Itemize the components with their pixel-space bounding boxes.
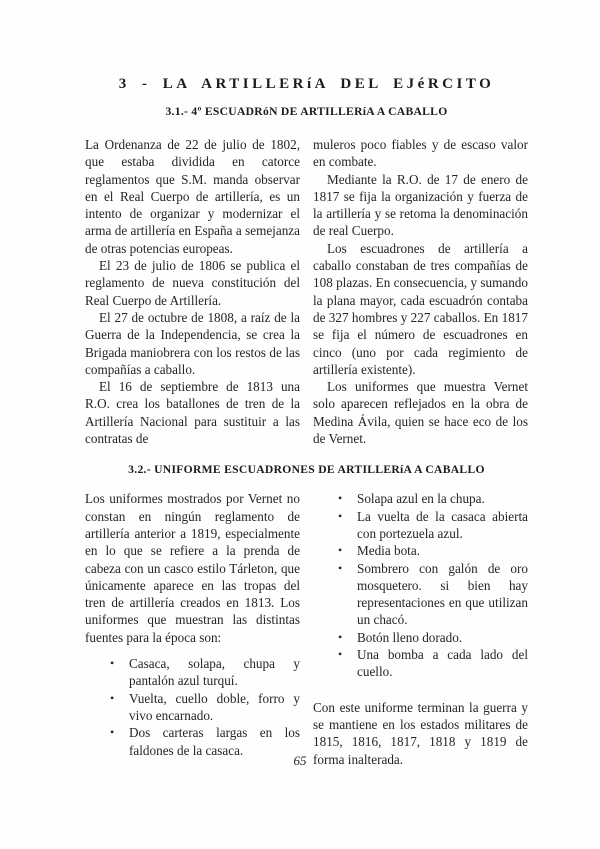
list-item-text: Botón lleno dorado. xyxy=(357,629,463,645)
section-3-2-body xyxy=(85,490,528,767)
uniform-features-list-left xyxy=(85,655,300,759)
section-3-1-heading: 3.1.- 4º ESCUADRóN DE ARTILLERíA A CABALLO xyxy=(165,105,448,118)
paragraph-batallones-1813: El 16 de septiembre de 1813 una R.O. crea los batallones de tren de la Artillería Nacional para sustituir a las contratas de xyxy=(85,379,300,447)
chapter-title: 3 - LA ARTILLERíA DEL EJéRCITO xyxy=(118,76,495,92)
paragraph-ro-1817: Mediante la R.O. de 17 de enero de 1817 se fija la organización y fuerza de la artillería y se retoma la denominación de real Cuerpo. xyxy=(313,171,528,239)
list-item xyxy=(338,490,528,507)
bullet-icon: • xyxy=(338,508,343,523)
paragraph-reglamento-1806: El 23 de julio de 1806 se publica el reglamento de nueva constitución del Real Cuerpo de Artillería. xyxy=(85,258,300,308)
paragraph-uniformes-intro: Los uniformes mostrados por Vernet no constan en ningún reglamento de artillería anterior a 1819, especialmente en lo que se refiere a la prenda de cabeza con un casco estilo Tárleton, que únicamente aparece en las tropas del tren de artillería creados en 1813. Los uniformes que muestran las distintas fuentes para la época son: xyxy=(85,491,300,645)
list-item xyxy=(338,629,528,646)
list-item xyxy=(110,655,300,690)
bullet-icon: • xyxy=(110,690,115,705)
list-item-text: Solapa azul en la chupa. xyxy=(357,491,485,507)
bullet-icon: • xyxy=(338,647,343,662)
list-item-text: Una bomba a cada lado del cuello. xyxy=(357,647,528,680)
paragraph-brigada-1808: El 27 de octubre de 1808, a raíz de la Guerra de la Independencia, se crea la Brigada maniobrera con los restos de las compañías a caballo. xyxy=(85,309,300,377)
bullet-icon: • xyxy=(338,560,343,575)
list-item-text: Vuelta, cuello doble, forro y vivo encarnado. xyxy=(129,690,300,723)
section-3-1-right-column xyxy=(313,136,528,447)
list-item xyxy=(338,646,528,681)
list-item xyxy=(338,508,528,543)
page-number: 65 xyxy=(293,753,307,768)
paragraph-muleros: muleros poco fiables y de escaso valor en combate. xyxy=(313,137,528,170)
bullet-icon: • xyxy=(110,656,115,671)
uniform-features-list-right xyxy=(313,490,528,680)
bullet-icon: • xyxy=(338,629,343,644)
section-3-2-heading: 3.2.- UNIFORME ESCUADRONES DE ARTILLERíA A CABALLO xyxy=(128,463,485,477)
list-item-text: Sombrero con galón de oro mosquetero. si bien hay representaciones en que utilizan un chacó. xyxy=(357,560,528,628)
bullet-icon: • xyxy=(338,491,343,506)
list-item-text: La vuelta de la casaca abierta con portezuela azul. xyxy=(357,508,528,541)
bullet-icon: • xyxy=(338,543,343,558)
list-item xyxy=(338,542,528,559)
paragraph-ordenanza-1802: La Ordenanza de 22 de julio de 1802, que estaba dividida en catorce reglamentos que S.M. manda observar en el Real Cuerpo de artillería, es un intento de organizar y modernizar el arma de artillería en España a semejanza de otras potencias europeas. xyxy=(85,137,300,256)
paragraph-closing: Con este uniforme terminan la guerra y se mantiene en los estados militares de 1815, 1816, 1817, 1818 y 1819 de forma inalterada. xyxy=(313,699,528,767)
section-3-2-right-column xyxy=(313,490,528,767)
list-item xyxy=(110,690,300,725)
bullet-icon: • xyxy=(110,725,115,740)
list-item-text: Dos carteras largas en los faldones de la casaca. xyxy=(129,725,300,758)
section-3-1-body xyxy=(85,136,528,447)
list-item-text: Casaca, solapa, chupa y pantalón azul turquí. xyxy=(129,656,300,689)
section-3-2-left-column xyxy=(85,490,300,767)
section-3-1-left-column xyxy=(85,136,300,447)
list-item xyxy=(338,560,528,629)
paragraph-escuadrones: Los escuadrones de artillería a caballo constaban de tres compañías de 108 plazas. En consecuencia, y sumando la plana mayor, cada escuadrón contaba de 327 hombres y 227 caballos. En 1817 se fija el número de escuadrones en cinco (uno por cada regimiento de artillería existente). xyxy=(313,240,528,377)
paragraph-vernet: Los uniformes que muestra Vernet solo aparecen reflejados en la obra de Medina Ávila, quien se hace eco de los de Vernet. xyxy=(313,379,528,447)
list-item-text: Media bota. xyxy=(357,543,420,559)
